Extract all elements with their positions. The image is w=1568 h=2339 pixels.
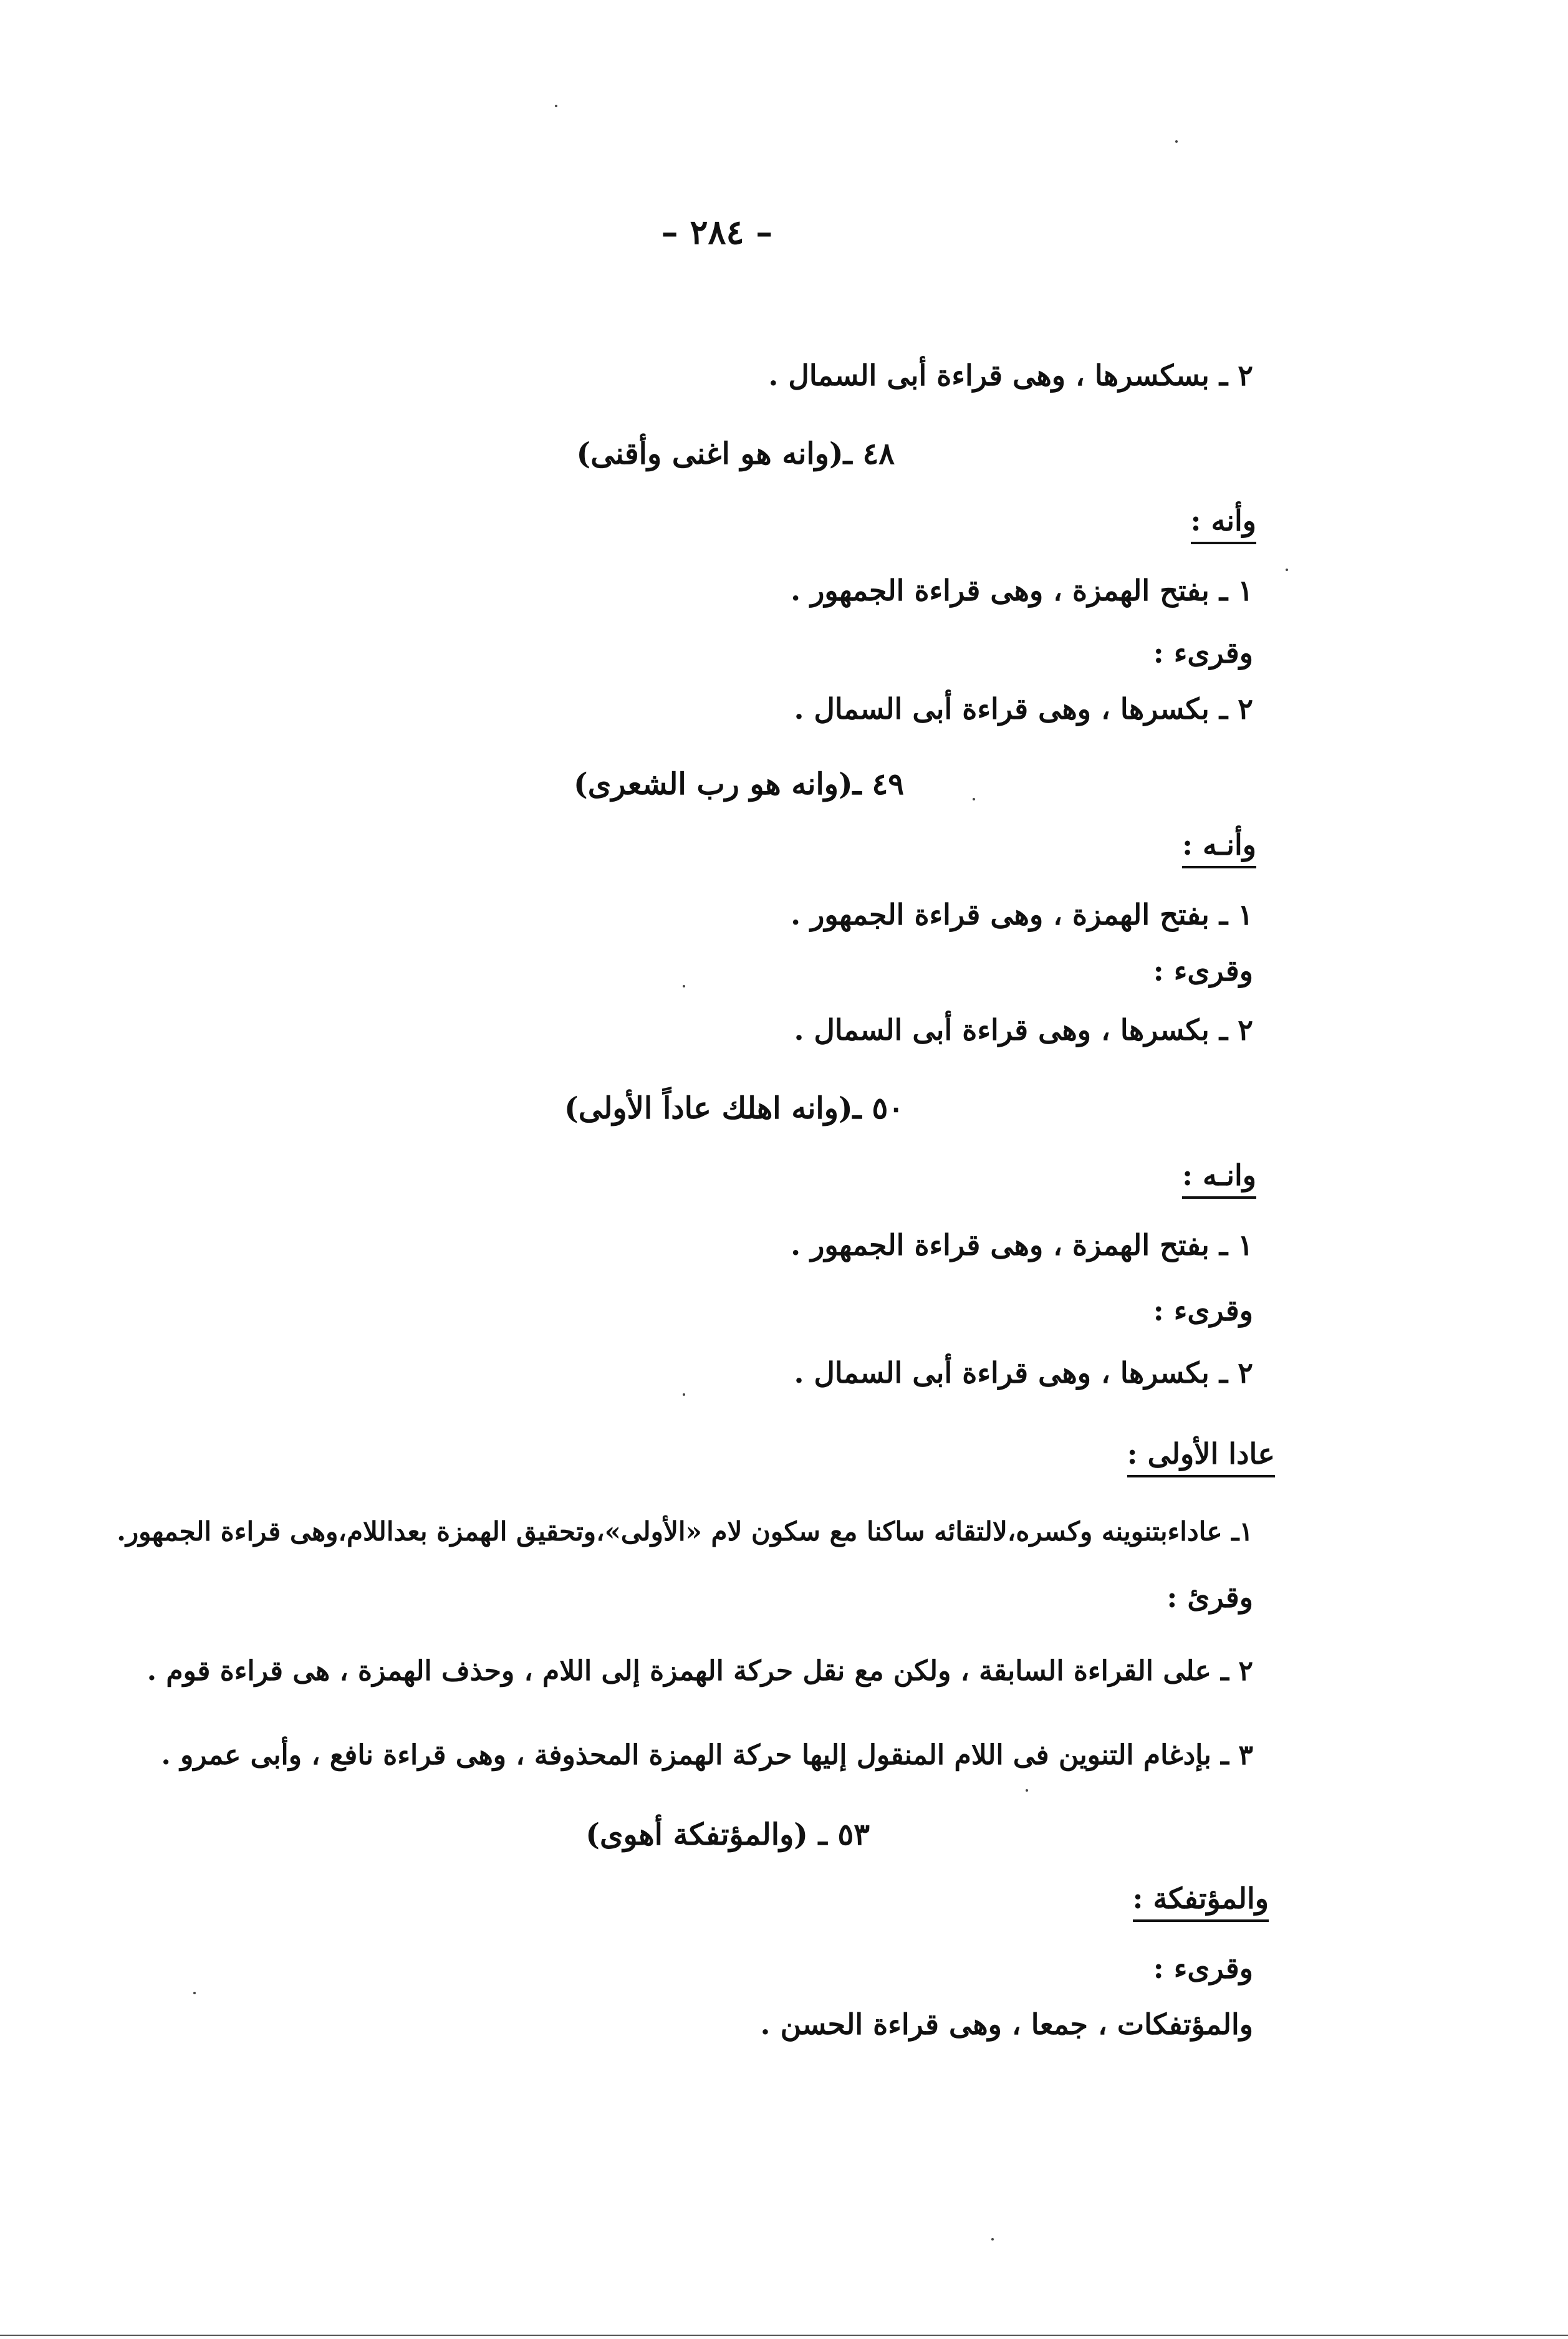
text-line: والمؤتفكات ، جمعا ، وهى قراءة الحسن . (760, 2007, 1253, 2041)
verse-heading: ٥٠ ـ(وانه اهلك عاداً الأولى) (564, 1091, 904, 1126)
text-line: وقرىء : (1153, 1951, 1253, 1985)
text-line: ٢ ـ بكسرها ، وهى قراءة أبى السمال . (794, 1013, 1253, 1047)
scan-speck (973, 798, 975, 800)
scan-speck (991, 2238, 994, 2241)
word-heading: عادا الأولى : (1127, 1437, 1275, 1477)
text-line: ١ ـ بفتح الهمزة ، وهى قراءة الجمهور . (791, 574, 1253, 607)
page-number: – ٢٨٤ – (661, 212, 773, 252)
scan-speck (193, 1992, 196, 1994)
text-line: ٣ ـ بإدغام التنوين فى اللام المنقول إليها حركة الهمزة المحذوفة ، وهى قراءة نافع ، وأبى عمرو . (161, 1739, 1253, 1771)
scan-speck (683, 1393, 685, 1396)
word-heading: وانـه : (1182, 1158, 1256, 1199)
verse-heading: ٥٣ ـ (والمؤتفكة أهوى) (585, 1817, 870, 1852)
word-heading: وأنه : (1191, 504, 1256, 544)
text-line: وقرىء : (1153, 954, 1253, 987)
word-heading: وأنـه : (1182, 828, 1256, 868)
scan-speck (1026, 1789, 1028, 1792)
text-line: وقرىء : (1153, 636, 1253, 670)
text-line: ٢ ـ بكسرها ، وهى قراءة أبى السمال . (794, 692, 1253, 726)
verse-heading: ٤٩ ـ(وانه هو رب الشعرى) (574, 767, 904, 802)
text-line: ١ـ عاداءبتنوينه وكسره،لالتقائه ساكنا مع سكون لام «الأولى»،وتحقيق الهمزة بعداللام،وهى قراءة الجمهور. (117, 1516, 1253, 1547)
page-bottom-edge (0, 2335, 1568, 2336)
word-heading: والمؤتفكة : (1133, 1881, 1269, 1922)
text-line: ٢ ـ بسكسرها ، وهى قراءة أبى السمال . (768, 358, 1253, 392)
verse-heading: ٤٨ ـ(وانه هو اغنى وأقنى) (576, 436, 895, 471)
text-line: ١ ـ بفتح الهمزة ، وهى قراءة الجمهور . (791, 1228, 1253, 1262)
text-line: وقرئ : (1166, 1580, 1253, 1614)
text-line: ٢ ـ على القراءة السابقة ، ولكن مع نقل حركة الهمزة إلى اللام ، وحذف الهمزة ، هى قراءة قوم . (147, 1655, 1253, 1687)
text-line: ١ ـ بفتح الهمزة ، وهى قراءة الجمهور . (791, 898, 1253, 931)
text-line: ٢ ـ بكسرها ، وهى قراءة أبى السمال . (794, 1356, 1253, 1390)
text-line: وقرىء : (1153, 1294, 1253, 1327)
scan-speck (683, 985, 685, 987)
scan-speck (1286, 569, 1288, 571)
scan-speck (1175, 140, 1178, 143)
scan-speck (555, 105, 557, 107)
